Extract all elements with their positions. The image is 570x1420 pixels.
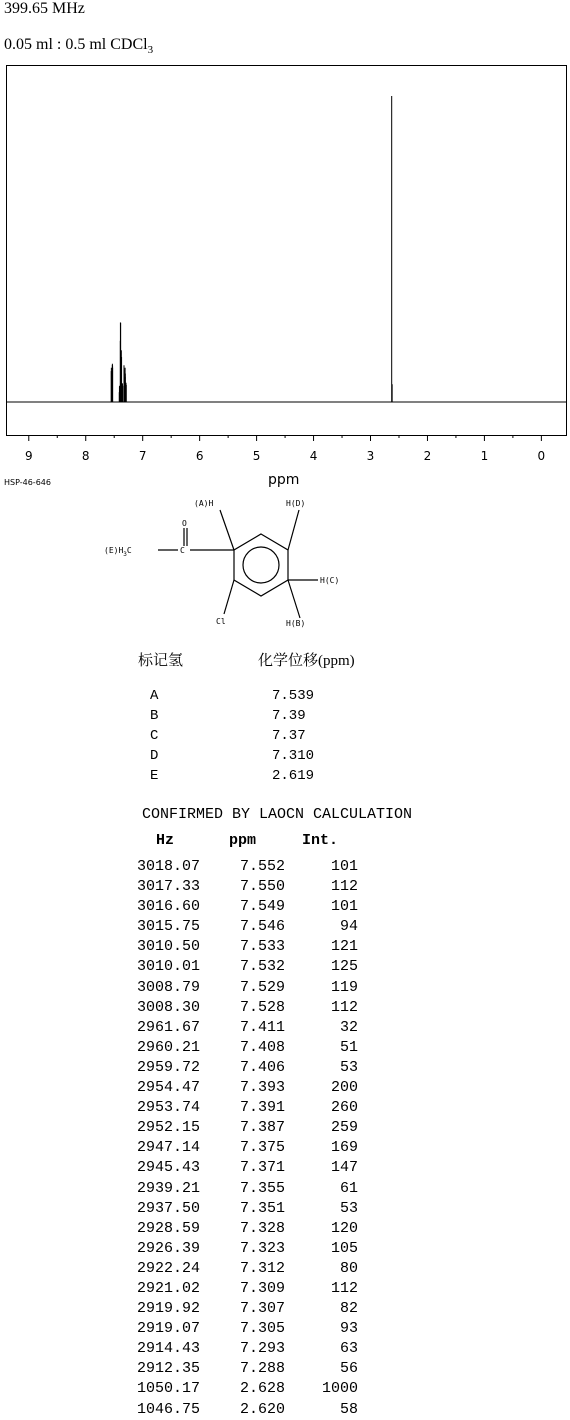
peak-cell-hz: 1050.17: [136, 1380, 200, 1398]
peak-cell-ppm: 7.533: [239, 938, 285, 956]
peak-list-table: [120, 857, 358, 1420]
peak-row: [120, 1239, 358, 1259]
peak-cell-hz: 3018.07: [136, 858, 200, 875]
shift-row-label: D: [150, 748, 159, 764]
label-hd: H(D): [286, 499, 306, 508]
peak-cell-hz: 2926.39: [136, 1239, 200, 1257]
label-ha: (A)H: [194, 499, 214, 508]
x-tick-label: 5: [252, 449, 261, 463]
shift-row: [150, 686, 314, 706]
peak-cell-int: 56: [339, 1360, 358, 1378]
peak-cell-int: 121: [330, 938, 358, 956]
bond-hb: [288, 580, 300, 618]
sample-subscript: 3: [147, 44, 154, 57]
peak-cell-hz: 2922.24: [136, 1259, 200, 1277]
peak-cell-hz: 2914.43: [136, 1340, 200, 1358]
peak-cell-ppm: 7.393: [239, 1079, 285, 1097]
peak-row: [120, 1098, 358, 1118]
peak-row: [120, 1379, 358, 1399]
peak-row: [120, 1078, 358, 1098]
peak-cell-hz: 2912.35: [136, 1360, 200, 1378]
label-carbonyl-c: C: [180, 546, 185, 555]
shift-row-value: 7.310: [272, 748, 315, 764]
peak-row: [120, 1359, 358, 1379]
aromatic-circle: [243, 547, 279, 583]
peak-cell-hz: 2939.21: [136, 1179, 200, 1197]
peak-row: [120, 857, 358, 877]
peak-row: [120, 998, 358, 1018]
x-axis-label: ppm: [268, 472, 300, 488]
peak-cell-ppm: 7.391: [239, 1099, 285, 1117]
peak-row: [120, 917, 358, 937]
x-tick-label: 0: [537, 449, 546, 463]
peak-row: [120, 1199, 358, 1219]
peak-cell-int: 112: [330, 878, 358, 896]
label-cl: Cl: [216, 617, 226, 626]
peak-cell-hz: 2953.74: [136, 1099, 200, 1117]
x-tick-label: 4: [309, 449, 318, 463]
peak-cell-ppm: 7.323: [239, 1239, 285, 1257]
peak-row: [120, 1158, 358, 1178]
shift-row: [150, 766, 314, 786]
x-tick-label: 7: [138, 449, 147, 463]
plot-frame: [7, 66, 567, 436]
shift-row: [150, 746, 314, 766]
peak-cell-hz: 2921.02: [136, 1279, 200, 1297]
peak-cell-hz: 2960.21: [136, 1038, 200, 1056]
label-methyl-c: C: [126, 546, 132, 555]
shift-row-value: 2.619: [272, 768, 315, 784]
peak-cell-ppm: 7.307: [239, 1300, 285, 1318]
peak-cell-ppm: 7.351: [239, 1199, 285, 1217]
peak-cell-int: 112: [330, 998, 358, 1016]
spectrometer-frequency: 399.65 MHz: [4, 0, 85, 17]
shift-table: [150, 686, 314, 786]
peak-cell-hz: 3015.75: [136, 918, 200, 936]
peak-cell-int: 93: [339, 1320, 358, 1338]
peaks-group: [111, 96, 392, 402]
peak-cell-ppm: 7.371: [239, 1159, 285, 1177]
peak-row: [120, 1299, 358, 1319]
peak-cell-hz: 3016.60: [136, 898, 200, 916]
peak-cell-hz: 2945.43: [136, 1159, 200, 1177]
peak-row: [120, 897, 358, 917]
peak-cell-ppm: 2.628: [239, 1380, 285, 1398]
peak-row: [120, 1138, 358, 1158]
peak-cell-int: 119: [330, 978, 358, 996]
peak-cell-hz: 3010.50: [136, 938, 200, 956]
bond-hd: [288, 510, 299, 550]
peak-cell-ppm: 7.528: [239, 998, 285, 1016]
peak-cell-ppm: 2.620: [239, 1400, 285, 1418]
peak-cell-ppm: 7.532: [239, 958, 285, 976]
peak-cell-int: 82: [339, 1300, 358, 1318]
peak-cell-ppm: 7.529: [239, 978, 285, 996]
benzene-ring: [234, 534, 288, 596]
peak-cell-hz: 3010.01: [136, 958, 200, 976]
peak-cell-hz: 2919.92: [136, 1300, 200, 1318]
peak-cell-ppm: 7.288: [239, 1360, 285, 1378]
x-axis-ticks: [25, 435, 545, 463]
peak-cell-ppm: 7.293: [239, 1340, 285, 1358]
peak-cell-int: 101: [330, 858, 358, 875]
peak-cell-int: 105: [330, 1239, 358, 1257]
shift-row: [150, 706, 314, 726]
peak-row: [120, 937, 358, 957]
peak-row: [120, 1038, 358, 1058]
peak-cell-hz: 2947.14: [136, 1139, 200, 1157]
peak-cell-ppm: 7.406: [239, 1058, 285, 1076]
peak-cell-ppm: 7.312: [239, 1259, 285, 1277]
peak-cell-hz: 1046.75: [136, 1400, 200, 1418]
peak-cell-ppm: 7.552: [239, 858, 285, 875]
peak-cell-ppm: 7.546: [239, 918, 285, 936]
shift-row-value: 7.539: [272, 688, 315, 704]
peak-cell-hz: 2928.59: [136, 1219, 200, 1237]
peak-cell-ppm: 7.408: [239, 1038, 285, 1056]
peak-cell-int: 120: [330, 1219, 358, 1237]
peak-cell-hz: 2954.47: [136, 1079, 200, 1097]
x-tick-label: 6: [195, 449, 204, 463]
peak-list-header: [126, 832, 338, 849]
peak-cell-hz: 2959.72: [136, 1058, 200, 1076]
peak-row: [120, 1018, 358, 1038]
peak-row: [120, 1219, 358, 1239]
peak-cell-int: 260: [330, 1099, 358, 1117]
peak-cell-hz: 3017.33: [136, 878, 200, 896]
x-tick-label: 2: [423, 449, 432, 463]
shift-row-value: 7.37: [272, 728, 306, 744]
peak-col-ppm-header: ppm: [228, 832, 256, 849]
peak-cell-hz: 2937.50: [136, 1199, 200, 1217]
label-methyl-h: (E)H: [104, 546, 124, 555]
sample-text: 0.05 ml : 0.5 ml CDCl: [4, 36, 148, 53]
label-methyl: [104, 546, 132, 558]
peak-cell-int: 80: [339, 1259, 358, 1277]
bond-cl: [224, 580, 234, 614]
shift-row-label: C: [150, 728, 159, 744]
shift-col-value-header: 化学位移(ppm): [258, 653, 355, 669]
peak-row: [120, 1058, 358, 1078]
peak-row: [120, 1400, 358, 1420]
peak-row: [120, 1179, 358, 1199]
x-tick-label: 1: [480, 449, 489, 463]
peak-cell-ppm: 7.375: [239, 1139, 285, 1157]
peak-cell-int: 1000: [321, 1380, 358, 1398]
peak-cell-ppm: 7.550: [239, 878, 285, 896]
peak-cell-int: 112: [330, 1279, 358, 1297]
shift-row-label: B: [150, 708, 159, 724]
peak-cell-ppm: 7.309: [239, 1279, 285, 1297]
peak-cell-int: 200: [330, 1079, 358, 1097]
peak-cell-hz: 3008.30: [136, 998, 200, 1016]
peak-col-hz-header: Hz: [155, 832, 174, 849]
peak-cell-ppm: 7.411: [239, 1018, 285, 1036]
x-tick-label: 9: [24, 449, 33, 463]
shift-row-value: 7.39: [272, 708, 306, 724]
peak-cell-int: 53: [339, 1199, 358, 1217]
peak-row: [120, 978, 358, 998]
peak-cell-ppm: 7.305: [239, 1320, 285, 1338]
peak-cell-int: 61: [339, 1179, 358, 1197]
peak-row: [120, 1279, 358, 1299]
peak-cell-ppm: 7.328: [239, 1219, 285, 1237]
nmr-spectrum-chart: [0, 62, 570, 467]
shift-table-header: [138, 649, 355, 670]
peak-cell-hz: 2952.15: [136, 1119, 200, 1137]
x-tick-label: 8: [81, 449, 90, 463]
peak-row: [120, 1319, 358, 1339]
peak-cell-int: 259: [330, 1119, 358, 1137]
peak-cell-int: 147: [330, 1159, 358, 1177]
shift-row-label: A: [150, 688, 159, 704]
peak-cell-ppm: 7.355: [239, 1179, 285, 1197]
peak-cell-hz: 3008.79: [136, 978, 200, 996]
shift-row: [150, 726, 314, 746]
peak-row: [120, 957, 358, 977]
peak-row: [120, 877, 358, 897]
sample-code: HSP-46-646: [4, 478, 51, 487]
peak-cell-int: 58: [339, 1400, 358, 1418]
shift-col-label-header: 标记氢: [138, 653, 184, 669]
peak-cell-ppm: 7.387: [239, 1119, 285, 1137]
peak-cell-int: 101: [330, 898, 358, 916]
peak-cell-int: 125: [330, 958, 358, 976]
label-o: O: [182, 519, 187, 528]
peak-cell-int: 169: [330, 1139, 358, 1157]
shift-row-label: E: [150, 768, 159, 784]
bond-ha: [220, 510, 234, 550]
peak-cell-ppm: 7.549: [239, 898, 285, 916]
peak-cell-int: 94: [339, 918, 358, 936]
peak-cell-int: 51: [339, 1038, 358, 1056]
peak-cell-int: 63: [339, 1340, 358, 1358]
peak-cell-int: 53: [339, 1058, 358, 1076]
peak-col-int-header: Int.: [301, 832, 338, 849]
peak-cell-hz: 2919.07: [136, 1320, 200, 1338]
peak-cell-hz: 2961.67: [136, 1018, 200, 1036]
label-hc: H(C): [320, 576, 340, 585]
label-methyl-sub: 3: [123, 551, 127, 558]
peak-cell-int: 32: [339, 1018, 358, 1036]
x-tick-label: 3: [366, 449, 375, 463]
peak-row: [120, 1118, 358, 1138]
peak-list-title: CONFIRMED BY LAOCN CALCULATION: [142, 806, 413, 823]
sample-description: [4, 36, 153, 56]
peak-row: [120, 1259, 358, 1279]
molecule-structure: [100, 488, 360, 628]
peak-row: [120, 1339, 358, 1359]
label-hb: H(B): [286, 619, 306, 628]
